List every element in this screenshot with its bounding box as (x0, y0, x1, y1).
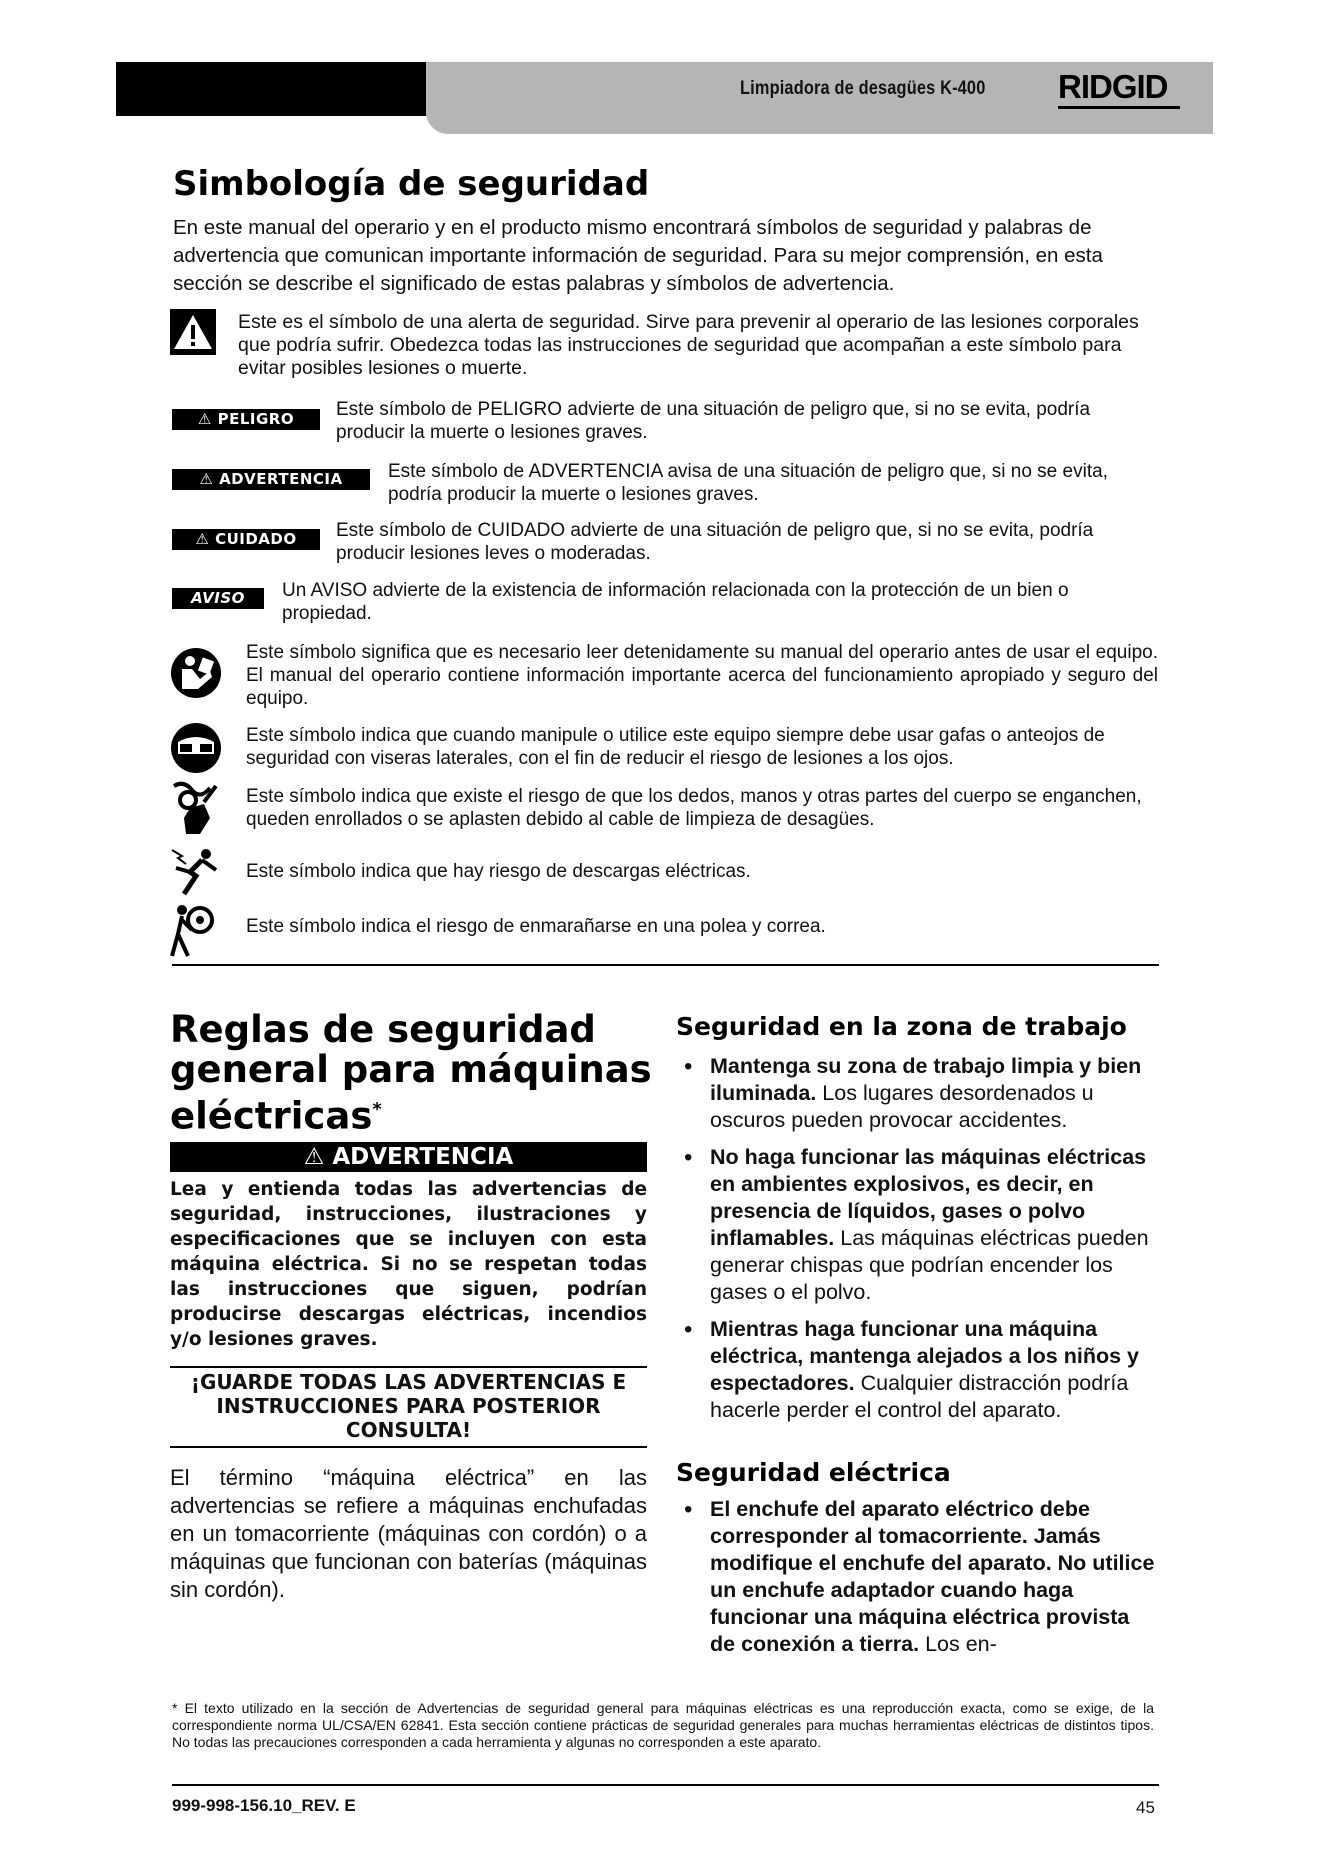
footer-rule (172, 1784, 1159, 1786)
safety-symbols-intro: En este manual del operario y en el producto mismo encontrará símbolos de seguridad y palabras de advertencia que comunican importante información de seguridad. Para su mejor comprensión, en esta sección se describe el significado de estas palabras y símbolos de advertencia. (173, 216, 1103, 295)
electrical-list (676, 1496, 1158, 1668)
entanglement-text: Este símbolo indica que existe el riesgo de que los dedos, manos y otras partes del cuerpo se enganchen, queden enrollados o se aplasten debido al cable de limpieza de desagües. (246, 786, 1142, 830)
read-manual-text: Este símbolo significa que es necesario leer detenidamente su manual del operario antes de usar el equipo. El manual del operario contiene información importante acerca del funcionamiento apropiado y seguro del equipo. (246, 642, 1158, 709)
cuidado-text: Este símbolo de CUIDADO advierte de una situación de peligro que, si no se evita, podría producir lesiones leves o moderadas. (336, 520, 1094, 564)
read-manual-icon (170, 647, 222, 699)
general-warning-text: Lea y entienda todas las advertencias de seguridad, instrucciones, ilustraciones y especificaciones que se incluyen con esta máquina eléctrica. Si no se respetan todas las instrucciones que siguen, podrían producirse descargas eléctricas, incendios y/o lesiones graves. (170, 1179, 647, 1350)
hand-entanglement-icon (170, 778, 222, 836)
general-rules-title: Reglas de seguridad general para máquinas eléctricas* (170, 1008, 652, 1138)
aviso-label: AVISO (172, 588, 264, 609)
warning-triangle-icon: ⚠ (195, 530, 216, 548)
safety-symbols-title: Simbología de seguridad (173, 164, 650, 204)
section-divider (172, 964, 1159, 966)
work-area-title: Seguridad en la zona de trabajo (676, 1012, 1127, 1041)
advertencia-label: ⚠ ADVERTENCIA (172, 469, 370, 490)
footnote-mark: * (372, 1099, 382, 1120)
document-number: 999-998-156.10_REV. E (172, 1796, 356, 1815)
aviso-text: Un AVISO advierte de la existencia de información relacionada con la protección de un bien o propiedad. (282, 580, 1069, 624)
logo-underline (1058, 106, 1180, 109)
electrical-safety-title: Seguridad eléctrica (676, 1458, 951, 1487)
advertencia-text: Este símbolo de ADVERTENCIA avisa de una situación de peligro que, si no se evita, podría producir la muerte o lesiones graves. (388, 461, 1108, 505)
warning-triangle-icon: ⚠ (197, 410, 218, 428)
peligro-text: Este símbolo de PELIGRO advierte de una situación de peligro que, si no se evita, podría producir la muerte o lesiones graves. (336, 399, 1091, 443)
alert-symbol-text: Este es el símbolo de una alerta de seguridad. Sirve para prevenir al operario de las lesiones corporales que podría sufrir. Obedezca todas las instrucciones de seguridad que acompañan a este símbolo para evitar posibles lesiones o muerte. (238, 311, 1139, 379)
save-notice: ¡GUARDE TODAS LAS ADVERTENCIAS E INSTRUCCIONES PARA POSTERIOR CONSULTA! (190, 1370, 627, 1442)
save-notice-rule-bottom (170, 1446, 647, 1448)
list-item: • El enchufe del aparato eléctrico debe corresponder al tomacorriente. Jamás modifique el enchufe del aparato. No utilice un enchufe adaptador cuando haga funcionar una máquina eléctrica provista de conexión a tierra. Los en- (676, 1496, 1158, 1658)
cuidado-label: ⚠ CUIDADO (172, 529, 320, 550)
advertencia-banner: ⚠ ADVERTENCIA (170, 1142, 647, 1172)
work-area-list (676, 1053, 1158, 1434)
header-black-bar (116, 62, 426, 116)
list-item: • Mantenga su zona de trabajo limpia y bien iluminada. Los lugares desordenados u oscuros pueden provocar accidentes. (676, 1053, 1158, 1134)
save-notice-rule-top (170, 1366, 647, 1368)
document-title: Limpiadora de desagües K-400 (740, 78, 986, 99)
safety-glasses-icon (170, 722, 222, 774)
page-number: 45 (1136, 1798, 1155, 1817)
safety-glasses-text: Este símbolo indica que cuando manipule o utilice este equipo siempre debe usar gafas o anteojos de seguridad con viseras laterales, con el fin de reducir el riesgo de lesiones a los ojos. (246, 725, 1105, 769)
footnote: * El texto utilizado en la sección de Advertencias de seguridad general para máquinas eléctricas es una reproducción exacta, como se exige, de la correspondiente norma UL/CSA/EN 62841. Esta sección contiene prácticas de seguridad generales para muchas herramientas eléctricas de distintos tipos. No todas las precauciones corresponden a cada herramienta y algunas no corresponden a este aparato. (172, 1700, 1154, 1750)
peligro-label: ⚠ PELIGRO (172, 409, 320, 430)
warning-triangle-icon: ⚠ (303, 1144, 333, 1170)
list-item: • No haga funcionar las máquinas eléctricas en ambientes explosivos, es decir, en presencia de líquidos, gases o polvo inflamables. Las máquinas eléctricas pueden generar chispas que podrían encender los gases o el polvo. (676, 1144, 1158, 1306)
header-gray-tab (426, 112, 1213, 134)
electric-shock-text: Este símbolo indica que hay riesgo de descargas eléctricas. (246, 861, 751, 882)
electric-shock-icon (170, 846, 222, 898)
warning-triangle-icon (170, 309, 216, 355)
term-definition-text: El término “máquina eléctrica” en las advertencias se refiere a máquinas enchufadas en un tomacorriente (máquinas con cordón) o a máquinas que funcionan con baterías (máquinas sin cordón). (170, 1465, 647, 1602)
pulley-belt-icon (170, 900, 222, 958)
pulley-belt-text: Este símbolo indica el riesgo de enmarañarse en una polea y correa. (246, 916, 826, 937)
list-item: • Mientras haga funcionar una máquina eléctrica, mantenga alejados a los niños y espectadores. Cualquier distracción podría hacerle perder el control del aparato. (676, 1316, 1158, 1424)
ridgid-logo: RIDGID (1058, 68, 1168, 105)
warning-triangle-icon: ⚠ (199, 470, 220, 488)
